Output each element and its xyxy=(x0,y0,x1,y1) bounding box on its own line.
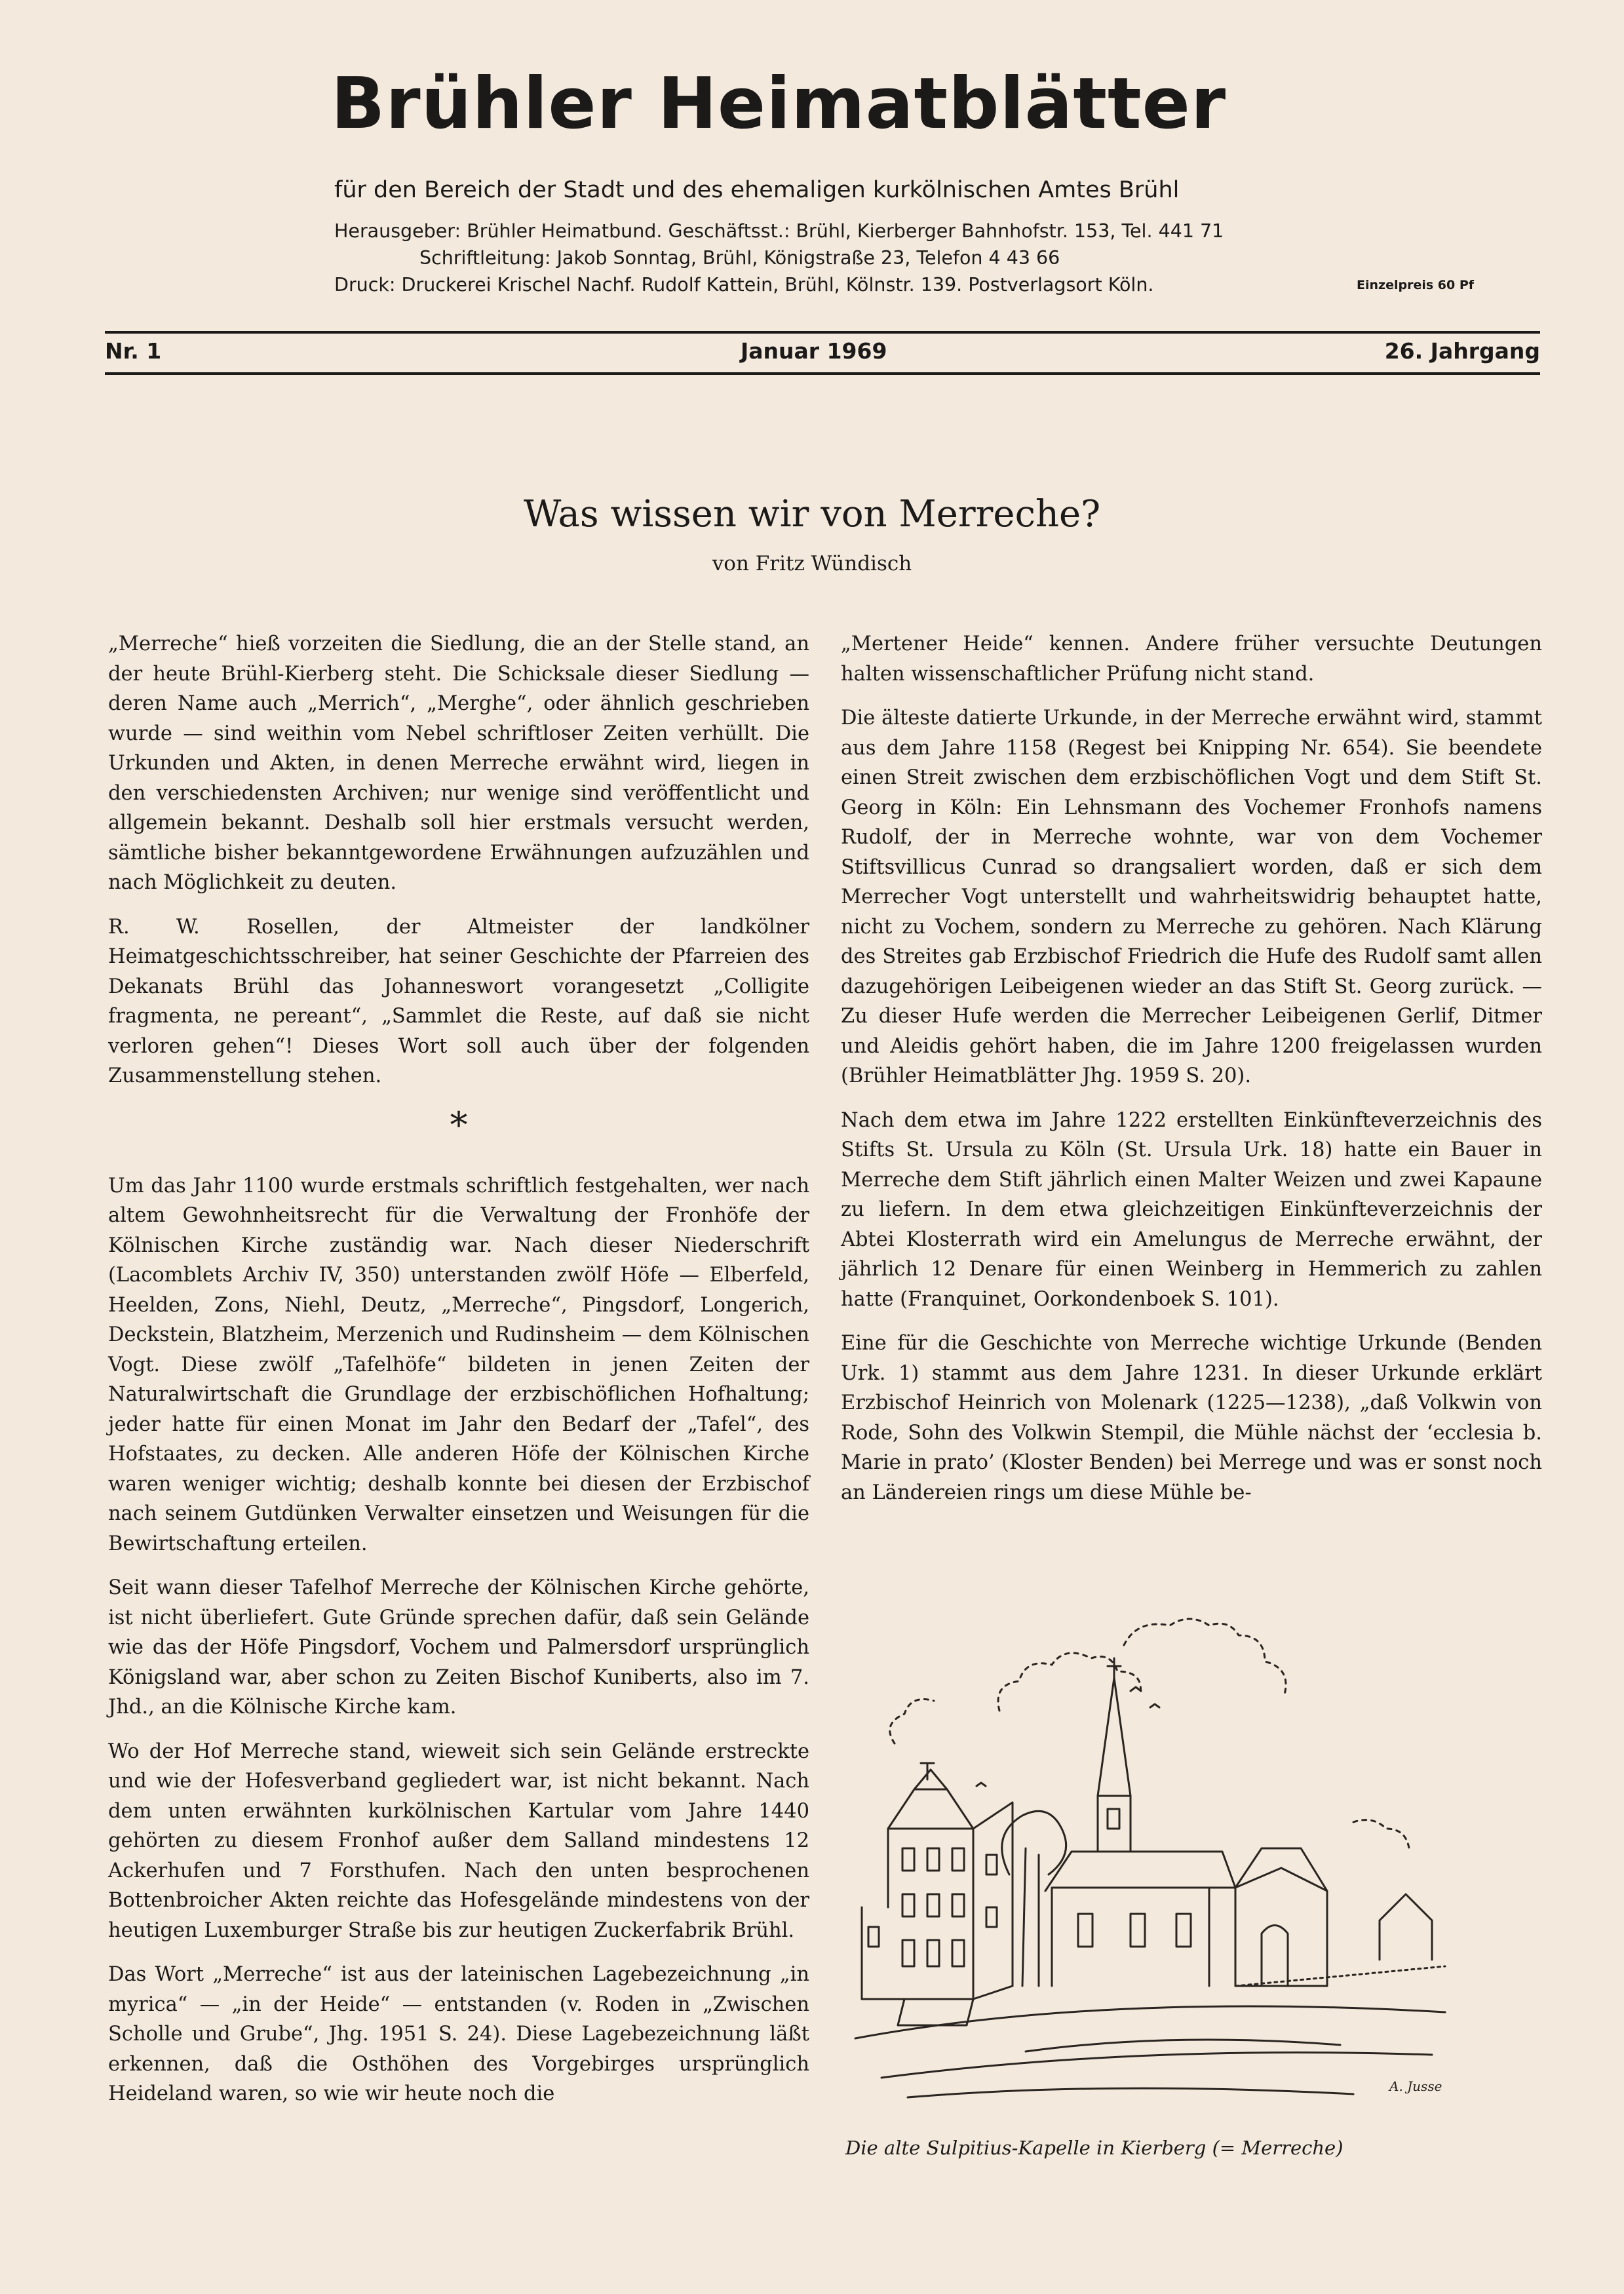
paragraph: Um das Jahr 1100 wurde erstmals schriftlich festgehalten, wer nach altem Gewohnheitsrecht für die Verwaltung der Fronhöfe der Kölnischen Kirche zuständig war. Nach dieser Niederschrift (Lacomblets Archiv IV, 350) unterstanden zwölf Höfe — Elberfeld, Heelden, Zons, Niehl, Deutz, „Merreche“, Pingsdorf, Longerich, Deckstein, Blatzheim, Merzenich und Rudinsheim — dem Kölnischen Vogt. Diese zwölf „Tafelhöfe“ bildeten in jenen Zeiten der Naturalwirtschaft die Grundlage der erzbischöflichen Hofhaltung; jeder hatte für einen Monat im Jahr den Bedarf der „Tafel“, des Hofstaates, zu decken. Alle anderen Höfe der Kölnischen Kirche waren weniger wichtig; deshalb konnte bei diesen der Erzbischof nach seinem Gutdünken Verwalter einsetzen und Weisungen für die Bewirtschaftung erteilen. xyxy=(108,1174,809,1555)
illustration-caption: Die alte Sulpitius-Kapelle in Kierberg (= Merreche) xyxy=(845,2137,1344,2159)
article-column-right xyxy=(841,629,1542,1522)
paragraph: R. W. Rosellen, der Altmeister der landkölner Heimatgeschichtsschreiber, hat seiner Geschichte der Pfarreien des Dekanats Brühl das Johanneswort vorangesetzt „Colligite fragmenta, ne pereant“, „Sammlet die Reste, auf daß sie nicht verloren gehen“! Dieses Wort soll auch über der folgenden Zusammenstellung stehen. xyxy=(108,915,809,1087)
masthead-title: Brühler Heimatblätter xyxy=(331,63,1227,145)
issue-number: Nr. 1 xyxy=(105,338,162,364)
header-rule-top xyxy=(105,331,1540,334)
paragraph: Seit wann dieser Tafelhof Merreche der Kölnischen Kirche gehörte, ist nicht überliefert. Gute Gründe sprechen dafür, daß sein Gelände wie das der Höfe Pingsdorf, Vochem und Palmersdorf ursprünglich Königsland war, aber schon zu Zeiten Bischof Kuniberts, also im 7. Jhd., an die Kölnische Kirche kam. xyxy=(108,1576,809,1719)
paragraph: „Mertener Heide“ kennen. Andere früher versuchte Deutungen halten wissenschaftlicher Prüfung nicht stand. xyxy=(841,632,1542,686)
paragraph: Nach dem etwa im Jahre 1222 erstellten Einkünfteverzeichnis des Stifts St. Ursula zu Köln (St. Ursula Urk. 18) hatte ein Bauer in Merreche dem Stift jährlich einen Malter Weizen und zwei Kapaune zu liefern. In dem etwa gleichzeitigen Einkünfteverzeichnis der Abtei Klosterrath wird ein Amelungus de Merreche erwähnt, der jährlich 12 Denare für einen Weinberg in Hemmerich zu zahlen hatte (Franquinet, Oorkondenboek S. 101). xyxy=(841,1108,1542,1311)
illustration-signature: A. Jusse xyxy=(1389,2078,1442,2094)
paragraph: Eine für die Geschichte von Merreche wichtige Urkunde (Benden Urk. 1) stammt aus dem Jahre 1231. In dieser Urkunde erklärt Erzbischof Heinrich von Molenark (1225—1238), „daß Volkwin von Rode, Sohn des Volkwin Stempil, die Mühle nächst der ‘ecclesia b. Marie in prato’ (Kloster Benden) bei Merrege und was er sonst noch an Ländereien rings um diese Mühle be- xyxy=(841,1332,1542,1504)
paragraph: Die älteste datierte Urkunde, in der Merreche erwähnt wird, stammt aus dem Jahre 1158 (Regest bei Knipping Nr. 654). Sie beendete einen Streit zwischen dem erzbischöflichen Vogt und dem Stift St. Georg in Köln: Ein Lehnsmann des Vochemer Fronhofs namens Rudolf, der in Merreche wohnte, war von dem Vochemer Stiftsvillicus Cunrad so drangsaliert worden, daß er sich dem Merrecher Vogt unterstellt und wahrheitswidrig behauptet hatte, nicht zu Vochem, sondern zu Merreche zu gehören. Nach Klärung des Streites gab Erzbischof Friedrich die Hufe des Rudolf samt allen dazugehörigen Leibeigenen wieder an das Stift St. Georg zurück. — Zu dieser Hufe werden die Merrecher Leibeigenen Gerlif, Ditmer und Aleidis gehört haben, die im Jahre 1200 freigelassen wurden (Brühler Heimatblätter Jhg. 1959 S. 20). xyxy=(841,707,1542,1087)
publication-info xyxy=(334,218,1317,298)
paragraph: „Merreche“ hieß vorzeiten die Siedlung, die an der Stelle stand, an der heute Brühl-Kierberg steht. Die Schicksale dieser Siedlung — deren Name auch „Merrich“, „Merghe“, oder ähnlich geschrieben wurde — sind weithin vom Nebel schriftloser Zeiten verhüllt. Die Urkunden und Akten, in denen Merreche erwähnt wird, liegen in den verschiedensten Archiven; nur wenige sind veröffentlicht und allgemein bekannt. Deshalb soll hier erstmals versucht werden, sämtliche bisher bekanntgewordene Erwähnungen aufzuzählen und nach Möglichkeit zu deuten. xyxy=(108,632,809,894)
printer-line: Druck: Druckerei Krischel Nachf. Rudolf Kattein, Brühl, Kölnstr. 139. Postverlagsort Köln. xyxy=(334,274,1154,296)
header-rule-bottom xyxy=(105,372,1540,375)
masthead-subtitle: für den Bereich der Stadt und des ehemaligen kurkölnischen Amtes Brühl xyxy=(334,177,1180,203)
paragraph: Das Wort „Merreche“ ist aus der lateinischen Lagebezeichnung „in myrica“ — „in der Heide“ — entstanden (v. Roden in „Zwischen Scholle und Grube“, Jhg. 1951 S. 24). Diese Lagebezeichnung läßt erkennen, daß die Osthöhen des Vorgebirges ursprünglich Heideland waren, so wie wir heute noch die xyxy=(108,1963,809,2105)
issue-date: Januar 1969 xyxy=(741,338,887,364)
publisher-line: Herausgeber: Brühler Heimatbund. Geschäftsst.: Brühl, Kierberger Bahnhofstr. 153, Tel. 441 71 xyxy=(334,220,1224,242)
paragraph: Wo der Hof Merreche stand, wieweit sich sein Gelände erstreckte und wie der Hofesverband gegliedert war, ist nicht bekannt. Nach dem unten erwähnten kurkölnischen Kartular vom Jahre 1440 gehörten zu diesem Fronhof außer dem Salland mindestens 12 Ackerhufen und 7 Forsthufen. Nach den unten besprochenen Bottenbroicher Akten reichte das Hofesgelände mindestens von der heutigen Luxemburger Straße bis zur heutigen Zuckerfabrik Brühl. xyxy=(108,1740,809,1942)
chapel-illustration xyxy=(842,1593,1458,2117)
issue-volume: 26. Jahrgang xyxy=(1384,338,1540,364)
section-separator: * xyxy=(450,1104,468,1146)
editor-line: Schriftleitung: Jakob Sonntag, Brühl, Königstraße 23, Telefon 4 43 66 xyxy=(419,247,1060,269)
article-column-left xyxy=(108,629,809,2124)
article-title: Was wissen wir von Merreche? xyxy=(523,493,1101,535)
article-byline: von Fritz Wündisch xyxy=(712,552,912,575)
single-copy-price: Einzelpreis 60 Pf xyxy=(1357,278,1475,292)
